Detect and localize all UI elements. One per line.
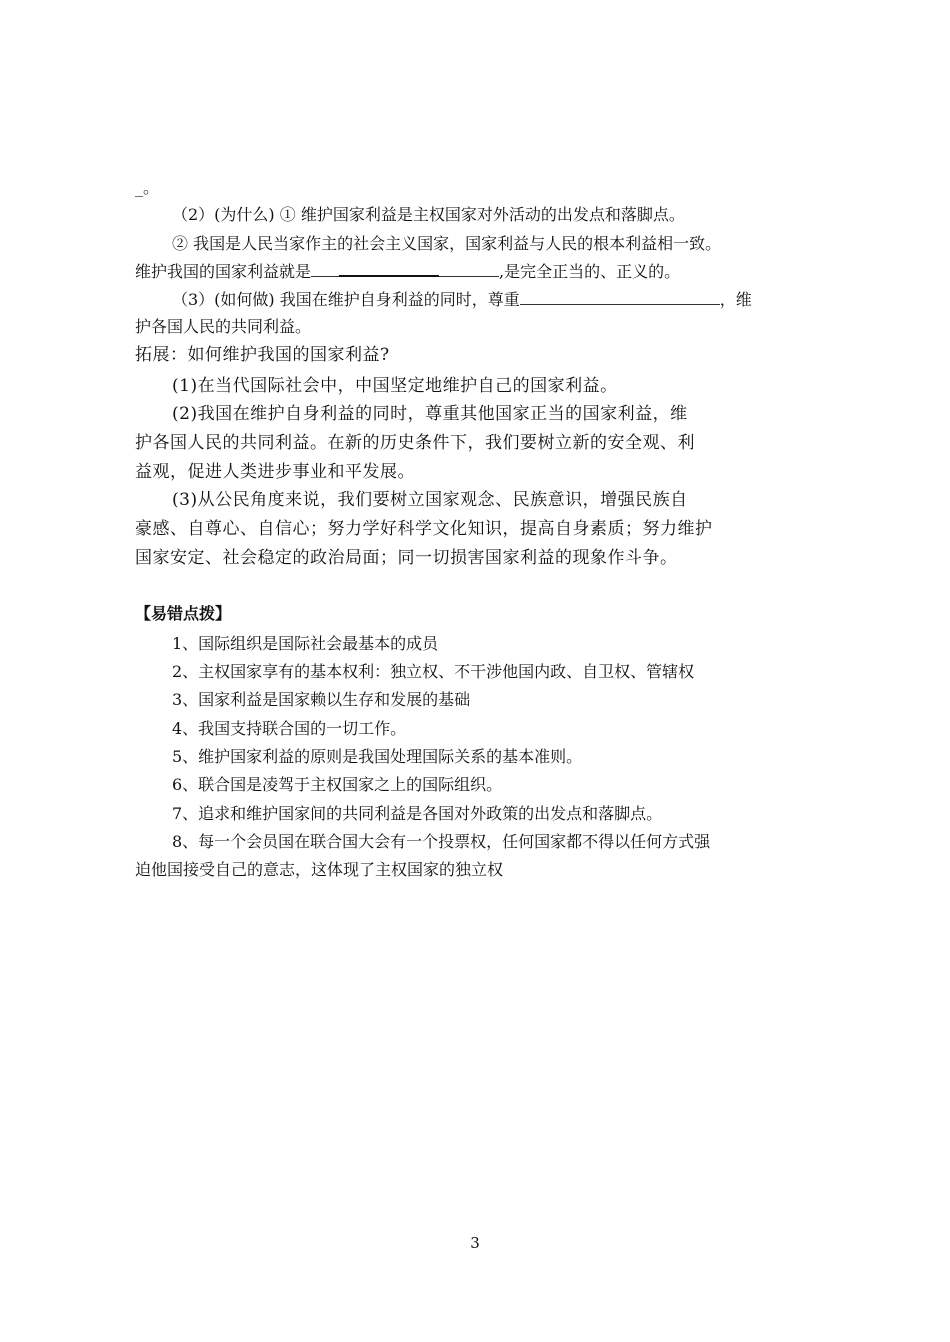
section-2-line-2: ② 我国是人民当家作主的社会主义国家，国家利益与人民的根本利益相一致。: [172, 234, 722, 253]
error-item-8-line-2: 迫他国接受自己的意志，这体现了主权国家的独立权: [135, 860, 504, 879]
errors-heading: 【易错点拨】: [135, 604, 232, 623]
section-3-line-1-end: ，维: [719, 290, 752, 309]
error-item-6: 6、联合国是凌驾于主权国家之上的国际组织。: [172, 775, 503, 794]
extension-point-2-line-3: 益观，促进人类进步事业和平发展。: [135, 462, 415, 482]
extension-point-2-line-2: 护各国人民的共同利益。在新的历史条件下，我们要树立新的安全观、利: [135, 433, 695, 453]
section-3-line-1-start: （3）(如何做) 我国在维护自身利益的同时，尊重: [172, 290, 520, 309]
extension-point-3-line-2: 豪感、自尊心、自信心；努力学好科学文化知识，提高自身素质；努力维护: [135, 519, 713, 539]
top-fragment: _。: [135, 178, 160, 197]
section-2-line-3-end: ,是完全正当的、正义的。: [499, 262, 681, 281]
section-2-line-3-start: 维护我国的国家利益就是: [135, 262, 312, 281]
section-2-line-3: [135, 261, 825, 282]
error-item-3: 3、国家利益是国家赖以生存和发展的基础: [172, 690, 471, 709]
extension-point-3-line-1: (3)从公民角度来说，我们要树立国家观念、民族意识，增强民族自: [172, 490, 688, 510]
fill-blank[interactable]: [311, 262, 339, 277]
error-item-7: 7、追求和维护国家间的共同利益是各国对外政策的出发点和落脚点。: [172, 804, 663, 823]
page-number: 3: [470, 1234, 480, 1252]
section-3-line-1: [172, 290, 862, 310]
error-item-5: 5、维护国家利益的原则是我国处理国际关系的基本准则。: [172, 747, 583, 766]
extension-point-1: (1)在当代国际社会中，中国坚定地维护自己的国家利益。: [172, 376, 618, 396]
section-2-line-1: （2）(为什么) ① 维护国家利益是主权国家对外活动的出发点和落脚点。: [172, 205, 685, 224]
fill-blank-tail[interactable]: [439, 262, 499, 277]
error-item-2: 2、主权国家享有的基本权利：独立权、不干涉他国内政、自卫权、管辖权: [172, 662, 695, 681]
section-3-line-2: 护各国人民的共同利益。: [135, 317, 312, 336]
error-item-8-line-1: 8、每一个会员国在联合国大会有一个投票权，任何国家都不得以任何方式强: [172, 832, 711, 851]
extension-title: 拓展：如何维护我国的国家利益?: [135, 345, 390, 365]
error-item-1: 1、国际组织是国际社会最基本的成员: [172, 634, 439, 653]
extension-point-2-line-1: (2)我国在维护自身利益的同时，尊重其他国家正当的国家利益，维: [172, 404, 688, 424]
fill-blank-answer-line[interactable]: [339, 261, 439, 277]
error-item-4: 4、我国支持联合国的一切工作。: [172, 719, 407, 738]
fill-blank-respect[interactable]: [520, 290, 720, 305]
extension-point-3-line-3: 国家安定、社会稳定的政治局面；同一切损害国家利益的现象作斗争。: [135, 548, 678, 568]
